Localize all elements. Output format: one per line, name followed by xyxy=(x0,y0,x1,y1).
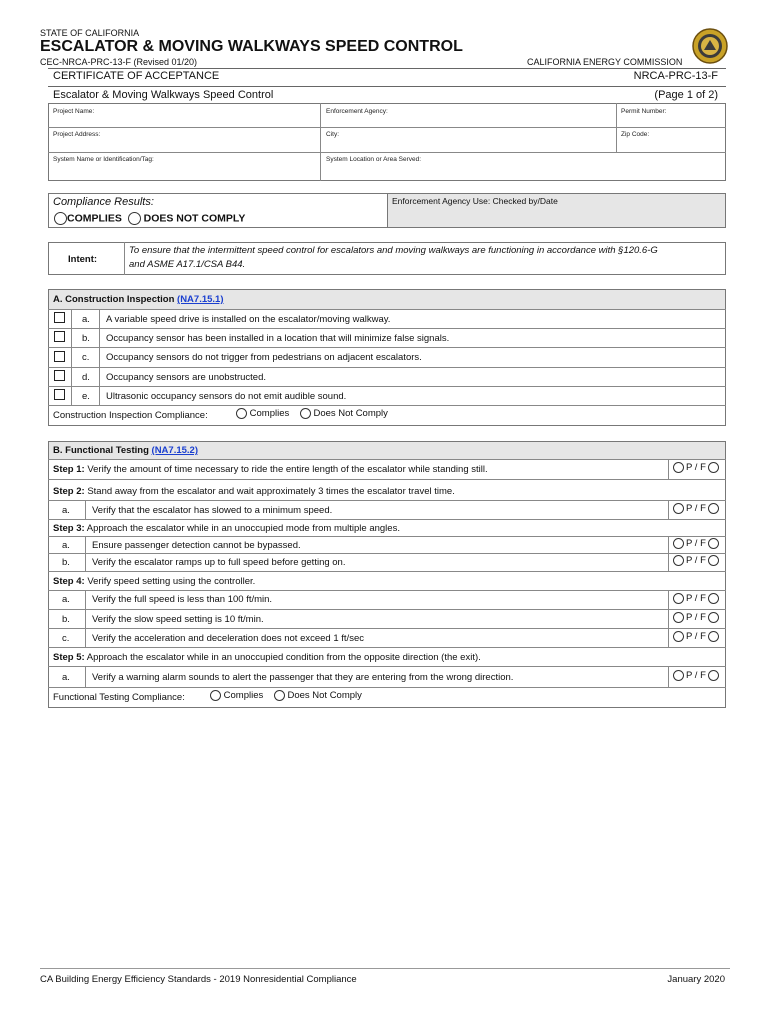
step5-text: Approach the escalator while in an unoccupied condition from the opposite direction (the exit). xyxy=(84,652,481,663)
complies-radio[interactable] xyxy=(54,212,67,225)
functional-compliance-label: Functional Testing Compliance: xyxy=(53,692,185,703)
step4-item-b-text: Verify the slow speed setting is 10 ft/min. xyxy=(92,614,264,625)
step4c-pass-radio[interactable] xyxy=(673,631,684,642)
checkbox-a-c[interactable] xyxy=(54,351,65,362)
item-e-text: Ultrasonic occupancy sensors do not emit audible sound. xyxy=(106,391,347,402)
step3b-fail-radio[interactable] xyxy=(708,555,719,566)
step5-item-a-letter: a. xyxy=(62,672,70,683)
functional-complies-label: Complies xyxy=(223,690,264,702)
construction-not-comply-label: Does Not Comply xyxy=(313,408,388,420)
step4a-pass-radio[interactable] xyxy=(673,593,684,604)
system-name-label[interactable]: System Name or Identification/Tag: xyxy=(53,156,154,163)
step1-pf-label: P / F xyxy=(686,462,706,474)
step2a-pf-label: P / F xyxy=(686,503,706,515)
functional-complies-radio[interactable] xyxy=(210,690,221,701)
checkbox-a-b[interactable] xyxy=(54,331,65,342)
step4-item-a-letter: a. xyxy=(62,594,70,605)
step3a-fail-radio[interactable] xyxy=(708,538,719,549)
state-label: STATE OF CALIFORNIA xyxy=(40,28,140,38)
step4-item-c-letter: c. xyxy=(62,633,70,644)
item-d-text: Occupancy sensors are unobstructed. xyxy=(106,372,267,383)
intent-label: Intent: xyxy=(68,254,98,265)
step3-item-b-letter: b. xyxy=(62,557,70,568)
step4-label: Step 4: xyxy=(53,576,85,587)
step1-fail-radio[interactable] xyxy=(708,462,719,473)
step1-text: Verify the amount of time necessary to ride the entire length of the escalator while standing still. xyxy=(84,464,488,475)
construction-complies-radio[interactable] xyxy=(236,408,247,419)
checkbox-a-e[interactable] xyxy=(54,389,65,400)
form-id: NRCA-PRC-13-F xyxy=(633,70,718,82)
project-address-label[interactable]: Project Address: xyxy=(53,131,101,138)
step4a-fail-radio[interactable] xyxy=(708,593,719,604)
complies-label: COMPLIES xyxy=(67,212,122,225)
permit-number-label[interactable]: Permit Number: xyxy=(621,108,667,115)
step1-label: Step 1: xyxy=(53,464,85,475)
step3a-pf-label: P / F xyxy=(686,538,706,550)
item-d-letter: d. xyxy=(82,372,90,383)
step5a-pf-label: P / F xyxy=(686,670,706,682)
section-a-ref-link[interactable]: (NA7.15.1) xyxy=(177,294,224,305)
step5-item-a-text: Verify a warning alarm sounds to alert the passenger that they are entering from the wrong direction. xyxy=(92,672,514,683)
step4a-pf-label: P / F xyxy=(686,593,706,605)
section-b-title: B. Functional Testing xyxy=(53,445,152,456)
step3b-pass-radio[interactable] xyxy=(673,555,684,566)
does-not-comply-label: DOES NOT COMPLY xyxy=(143,212,246,225)
step3b-pf-label: P / F xyxy=(686,555,706,567)
section-a-title: A. Construction Inspection xyxy=(53,294,178,305)
construction-compliance-label: Construction Inspection Compliance: xyxy=(53,410,208,421)
step2-text: Stand away from the escalator and wait approximately 3 times the escalator travel time. xyxy=(84,486,455,497)
checkbox-a-d[interactable] xyxy=(54,370,65,381)
zip-code-label[interactable]: Zip Code: xyxy=(621,131,650,138)
step4-text: Verify speed setting using the controller. xyxy=(84,576,256,587)
agency-name: CALIFORNIA ENERGY COMMISSION xyxy=(527,57,683,67)
footer-date: January 2020 xyxy=(667,974,725,985)
intent-text-line2: and ASME A17.1/CSA B44. xyxy=(129,259,246,270)
page-number: (Page 1 of 2) xyxy=(654,89,718,101)
step4b-pf-label: P / F xyxy=(686,612,706,624)
system-location-label[interactable]: System Location or Area Served: xyxy=(326,156,422,163)
step4b-fail-radio[interactable] xyxy=(708,612,719,623)
step4-item-c-text: Verify the acceleration and deceleration does not exceed 1 ft/sec xyxy=(92,633,364,644)
step3-item-a-letter: a. xyxy=(62,540,70,551)
step3-item-a-text: Ensure passenger detection cannot be bypassed. xyxy=(92,540,301,551)
step3-item-b-text: Verify the escalator ramps up to full speed before getting on. xyxy=(92,557,346,568)
item-c-letter: c. xyxy=(82,352,90,363)
functional-not-comply-label: Does Not Comply xyxy=(287,690,362,702)
step3a-pass-radio[interactable] xyxy=(673,538,684,549)
construction-not-comply-radio[interactable] xyxy=(300,408,311,419)
step3-text: Approach the escalator while in an unoccupied mode from multiple angles. xyxy=(84,523,400,534)
step2-label: Step 2: xyxy=(53,486,85,497)
city-label[interactable]: City: xyxy=(326,131,339,138)
item-e-letter: e. xyxy=(82,391,90,402)
step5-label: Step 5: xyxy=(53,652,85,663)
section-b-table xyxy=(48,441,726,708)
form-title: ESCALATOR & MOVING WALKWAYS SPEED CONTROL xyxy=(40,38,463,55)
item-c-text: Occupancy sensors do not trigger from pedestrians on adjacent escalators. xyxy=(106,352,422,363)
item-b-letter: b. xyxy=(82,333,90,344)
step5a-pass-radio[interactable] xyxy=(673,670,684,681)
agency-use-label: Enforcement Agency Use: Checked by/Date xyxy=(392,196,558,206)
checkbox-a-a[interactable] xyxy=(54,312,65,323)
step2-item-a-text: Verify that the escalator has slowed to a minimum speed. xyxy=(92,505,333,516)
california-seal-logo xyxy=(692,28,728,64)
certificate-label: CERTIFICATE OF ACCEPTANCE xyxy=(53,70,220,82)
step4-item-b-letter: b. xyxy=(62,614,70,625)
form-subtitle: Escalator & Moving Walkways Speed Control xyxy=(53,89,274,101)
does-not-comply-radio[interactable] xyxy=(128,212,141,225)
step2-item-a-letter: a. xyxy=(62,505,70,516)
step1-pass-radio[interactable] xyxy=(673,462,684,473)
step3-label: Step 3: xyxy=(53,523,85,534)
step4c-fail-radio[interactable] xyxy=(708,631,719,642)
step2a-fail-radio[interactable] xyxy=(708,503,719,514)
step4b-pass-radio[interactable] xyxy=(673,612,684,623)
step4c-pf-label: P / F xyxy=(686,631,706,643)
item-a-text: A variable speed drive is installed on the escalator/moving walkway. xyxy=(106,314,391,325)
step4-item-a-text: Verify the full speed is less than 100 ft/min. xyxy=(92,594,273,605)
step5a-fail-radio[interactable] xyxy=(708,670,719,681)
compliance-results-label: Compliance Results: xyxy=(53,196,154,208)
step2a-pass-radio[interactable] xyxy=(673,503,684,514)
enforcement-agency-label[interactable]: Enforcement Agency: xyxy=(326,108,388,115)
item-b-text: Occupancy sensor has been installed in a location that will minimize false signals. xyxy=(106,333,450,344)
functional-not-comply-radio[interactable] xyxy=(274,690,285,701)
project-name-label[interactable]: Project Name: xyxy=(53,108,95,115)
form-code: CEC-NRCA-PRC-13-F (Revised 01/20) xyxy=(40,57,198,67)
item-a-letter: a. xyxy=(82,314,90,325)
intent-text-line1: To ensure that the intermittent speed control for escalators and moving walkways are functioning in accordance with §120.6-G xyxy=(129,245,658,256)
section-b-ref-link[interactable]: (NA7.15.2) xyxy=(151,445,198,456)
construction-complies-label: Complies xyxy=(249,408,290,420)
footer-standards: CA Building Energy Efficiency Standards - 2019 Nonresidential Compliance xyxy=(40,974,357,985)
